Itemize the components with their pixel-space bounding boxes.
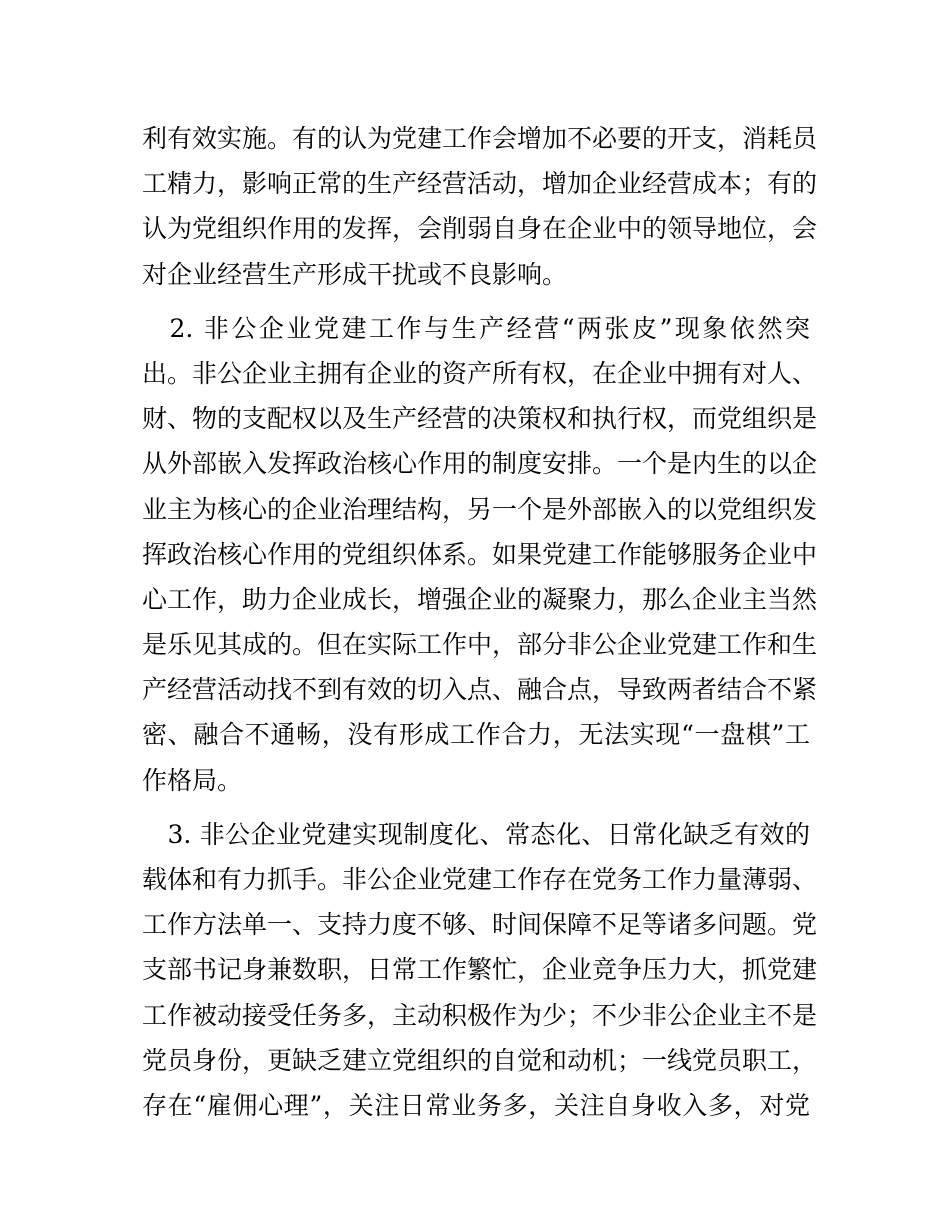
paragraph-2 (142, 306, 818, 803)
paragraph-gap (142, 297, 810, 306)
text-line: 工作方法单一、支持力度不够、时间保障不足等诸多问题。党 (142, 910, 818, 940)
text-line: 从外部嵌入发挥政治核心作用的制度安排。一个是内生的以企 (142, 449, 818, 479)
text-line: 产经营活动找不到有效的切入点、融合点，导致两者结合不紧 (142, 675, 818, 705)
paragraph-gap (142, 803, 810, 812)
document-body (142, 116, 818, 1128)
text-line: 财、物的支配权以及生产经营的决策权和执行权，而党组织是 (142, 404, 818, 434)
text-line: 工作被动接受任务多，主动积极作为少；不少非公企业主不是 (142, 1000, 818, 1030)
text-line: 对企业经营生产形成干扰或不良影响。 (142, 259, 568, 289)
text-line: 2. 非公企业党建工作与生产经营“两张皮”现象依然突 (142, 313, 810, 343)
text-line: 心工作，助力企业成长，增强企业的凝聚力，那么企业主当然 (142, 584, 818, 614)
text-line: 认为党组织作用的发挥，会削弱自身在企业中的领导地位，会 (142, 214, 818, 244)
paragraph-1 (142, 116, 818, 297)
text-line: 3. 非公企业党建实现制度化、常态化、日常化缺乏有效的 (142, 819, 810, 849)
text-line: 出。非公企业主拥有企业的资产所有权，在企业中拥有对人、 (142, 358, 818, 388)
text-line: 挥政治核心作用的党组织体系。如果党建工作能够服务企业中 (142, 539, 818, 569)
text-line: 利有效实施。有的认为党建工作会增加不必要的开支，消耗员 (142, 124, 818, 153)
text-line: 存在“雇佣心理”，关注日常业务多，关注自身收入多，对党 (142, 1090, 810, 1120)
text-line: 是乐见其成的。但在实际工作中，部分非公企业党建工作和生 (142, 630, 818, 660)
text-line: 支部书记身兼数职，日常工作繁忙，企业竞争压力大，抓党建 (142, 955, 818, 985)
paragraph-3 (142, 812, 818, 1128)
text-line: 工精力，影响正常的生产经营活动，增加企业经营成本；有的 (142, 169, 818, 199)
text-line: 党员身份，更缺乏建立党组织的自觉和动机；一线党员职工， (142, 1045, 818, 1075)
text-line: 载体和有力抓手。非公企业党建工作存在党务工作力量薄弱、 (142, 865, 818, 894)
text-line: 密、融合不通畅，没有形成工作合力，无法实现“一盘棋”工 (142, 720, 810, 750)
text-line: 作格局。 (142, 765, 243, 795)
text-line: 业主为核心的企业治理结构，另一个是外部嵌入的以党组织发 (142, 494, 818, 524)
